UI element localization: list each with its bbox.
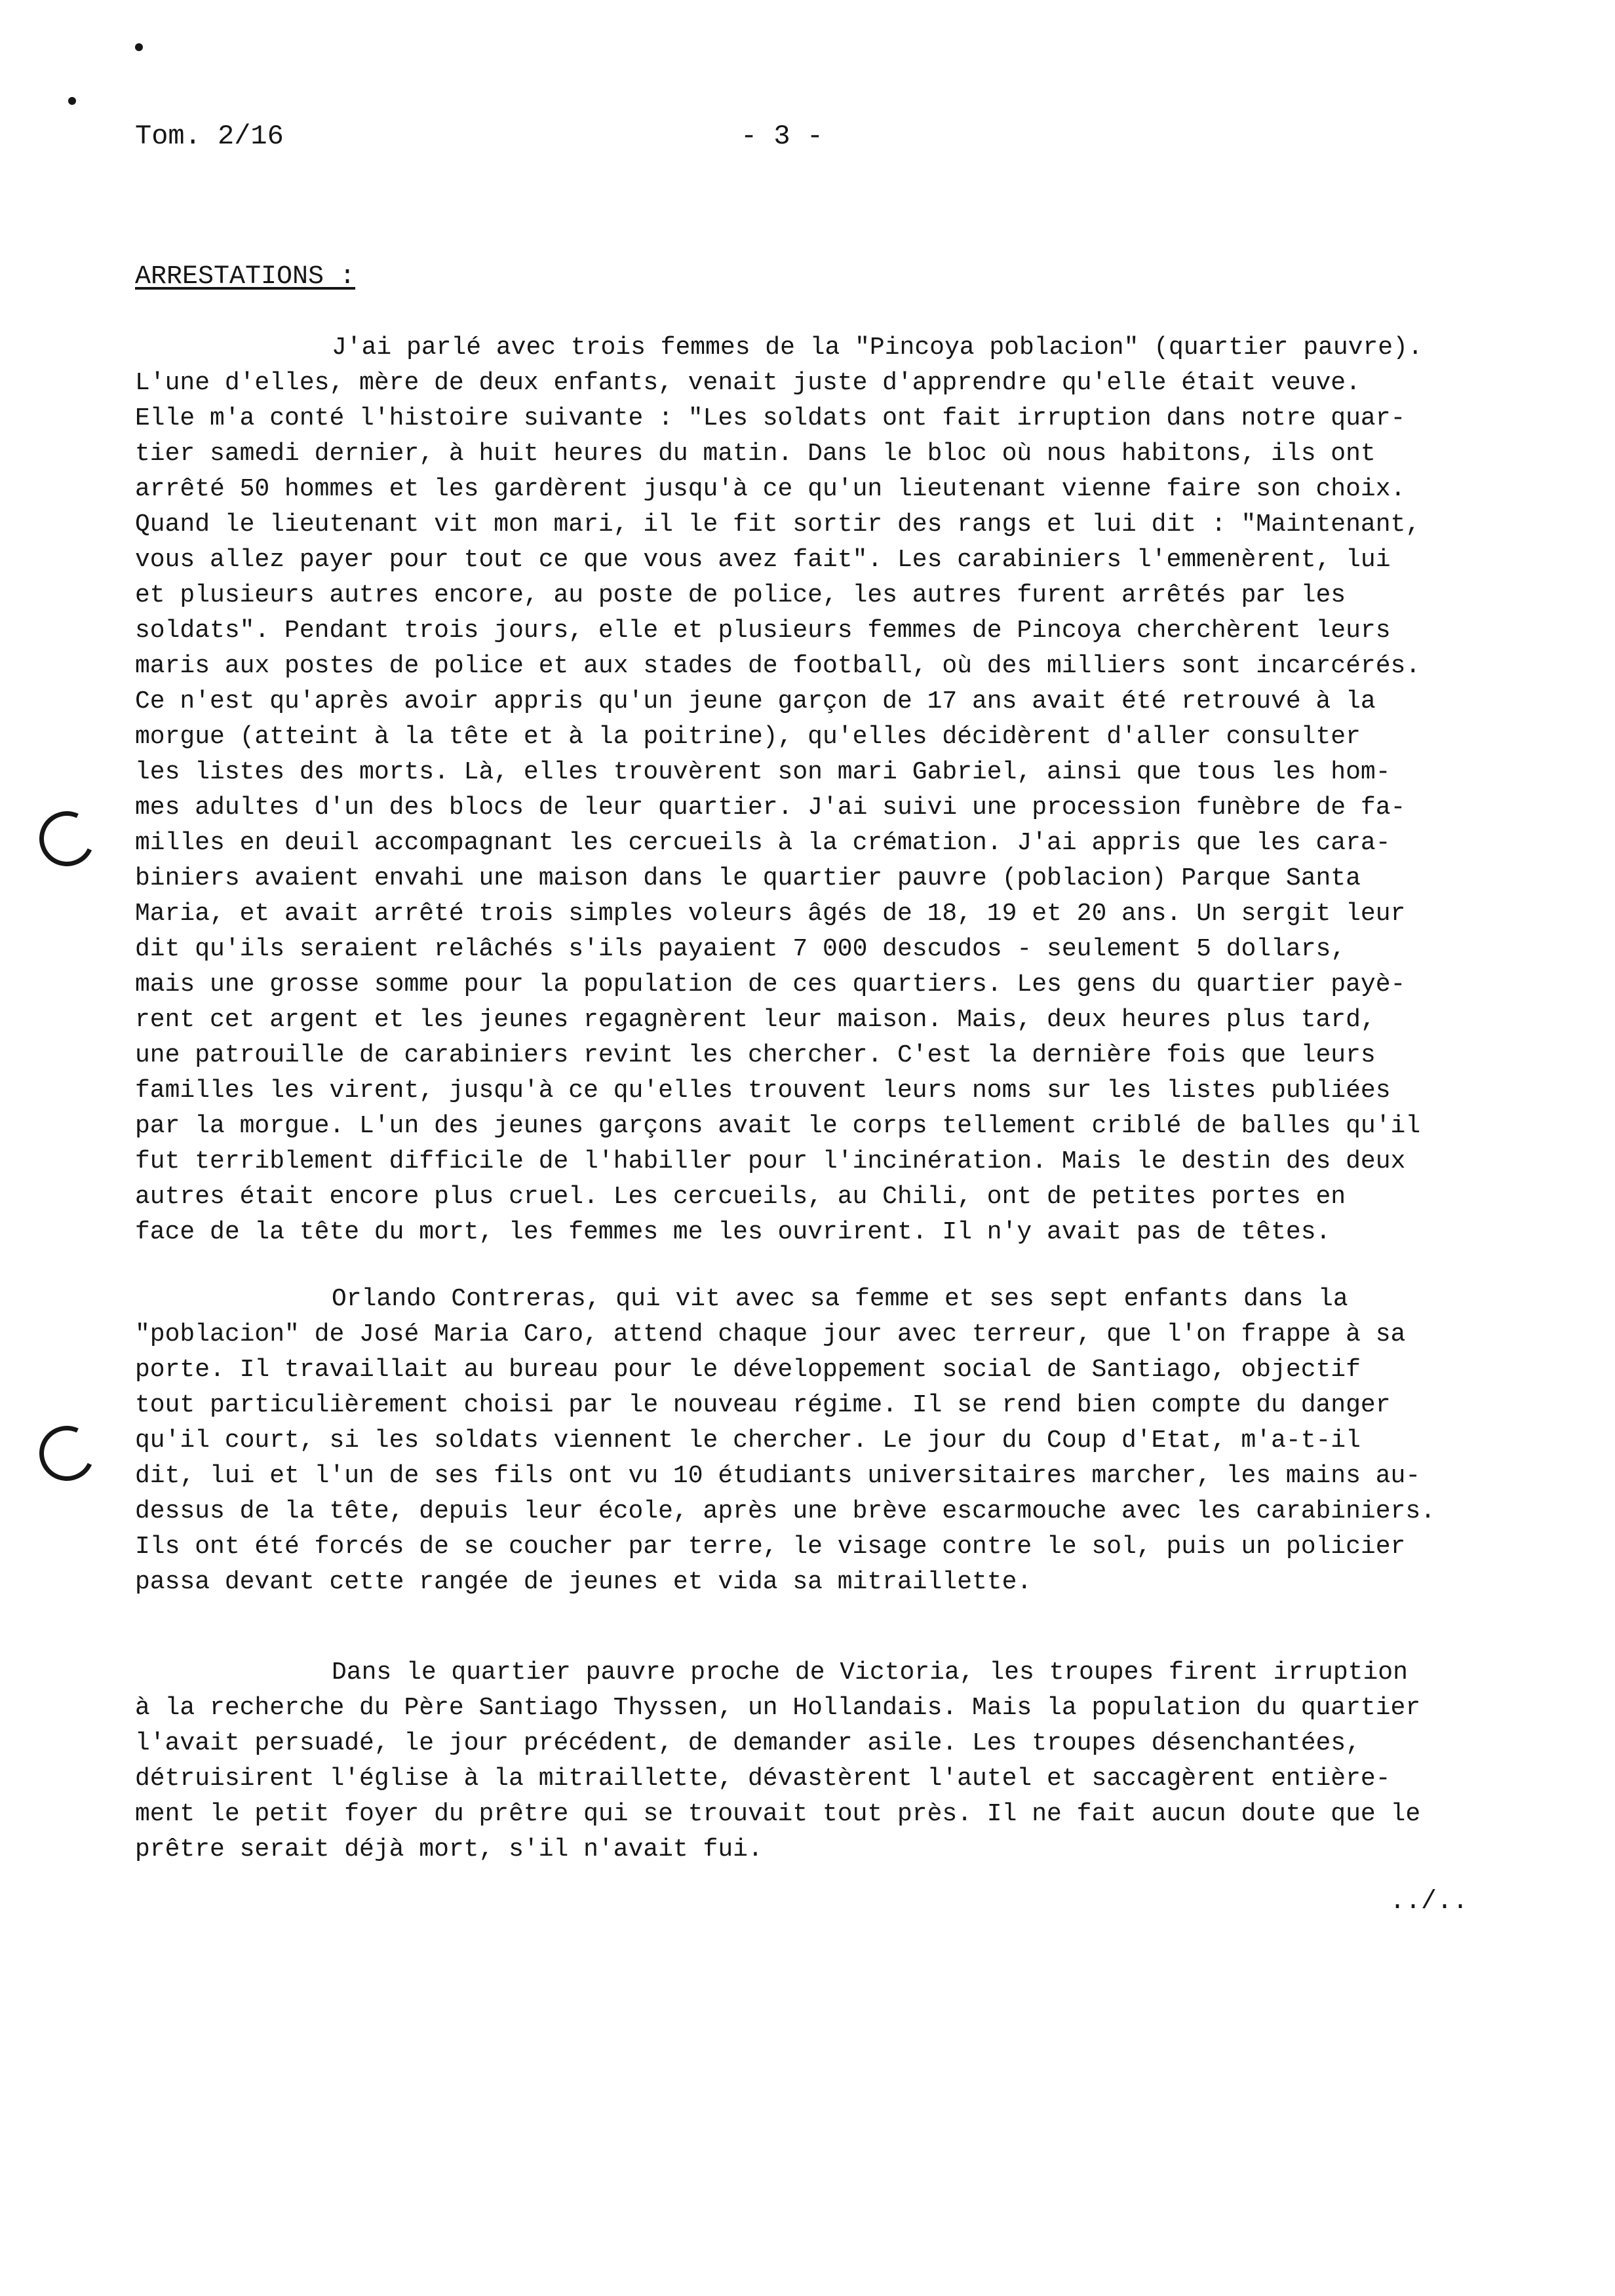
text-line [135,507,1423,543]
line-text: L'une d'elles, mère de deux enfants, venait juste d'apprendre qu'elle était veuve. [135,369,1361,397]
text-line [135,1144,1423,1179]
line-text: ment le petit foyer du prêtre qui se trouvait tout près. Il ne fait aucun doute que le [135,1800,1421,1828]
section-heading: ARRESTATIONS : [135,262,356,292]
text-line [135,1352,1435,1388]
line-text: les listes des morts. Là, elles trouvèrent son mari Gabriel, ainsi que tous les hom- [135,758,1391,786]
line-text: arrêté 50 hommes et les gardèrent jusqu'à ce qu'un lieutenant vienne faire son choix. [135,475,1406,503]
line-text: dit qu'ils seraient relâchés s'ils payaient 7 000 descudos - seulement 5 dollars, [135,935,1346,963]
text-line [135,613,1423,649]
text-line [135,967,1423,1003]
line-text: Quand le lieutenant vit mon mari, il le fit sortir des rangs et lui dit : "Maintenant, [135,510,1421,539]
text-line [135,1655,1420,1691]
text-line [135,1565,1435,1600]
line-text: Elle m'a conté l'histoire suivante : "Les soldats ont fait irruption dans notre quar- [135,404,1406,432]
line-text: prêtre serait déjà mort, s'il n'avait fui. [135,1835,763,1864]
text-line [135,649,1423,684]
punch-hole-mark [31,803,102,874]
text-line [135,1459,1435,1494]
line-text: vous allez payer pour tout ce que vous avez fait". Les carabiniers l'emmenèrent, lui [135,546,1391,574]
text-line [135,684,1423,719]
line-text: familles les virent, jusqu'à ce qu'elles trouvent leurs noms sur les listes publiées [135,1077,1391,1105]
text-line [135,1423,1435,1459]
text-line [135,1761,1420,1797]
line-text: J'ai parlé avec trois femmes de la "Pincoya poblacion" (quartier pauvre). [332,334,1423,362]
text-line [135,436,1423,472]
line-text: face de la tête du mort, les femmes me les ouvrirent. Il n'y avait pas de têtes. [135,1218,1331,1246]
line-text: par la morgue. L'un des jeunes garçons avait le corps tellement criblé de balles qu'il [135,1112,1421,1140]
paragraph-1 [135,330,1423,1250]
line-text: "poblacion" de José Maria Caro, attend chaque jour avec terreur, que l'on frappe à sa [135,1320,1406,1349]
text-line [135,1038,1423,1073]
text-line [135,932,1423,967]
line-text: milles en deuil accompagnant les cercueils à la crémation. J'ai appris que les cara- [135,829,1391,857]
continuation-mark: ../.. [1390,1887,1469,1917]
line-text: mais une grosse somme pour la population de ces quartiers. Les gens du quartier payè- [135,970,1406,999]
line-text: et plusieurs autres encore, au poste de police, les autres furent arrêtés par les [135,581,1346,609]
text-line [135,1282,1435,1317]
text-line [135,1529,1435,1565]
text-line [135,1317,1435,1352]
line-text: Ils ont été forcés de se coucher par terre, le visage contre le sol, puis un policier [135,1533,1406,1561]
text-line [135,1179,1423,1215]
line-text: rent cet argent et les jeunes regagnèrent leur maison. Mais, deux heures plus tard, [135,1006,1376,1034]
line-text: passa devant cette rangée de jeunes et vida sa mitraillette. [135,1568,1032,1596]
text-line [135,896,1423,932]
text-line [135,1215,1423,1250]
text-line [135,543,1423,578]
line-text: morgue (atteint à la tête et à la poitrine), qu'elles décidèrent d'aller consulter [135,723,1361,751]
paragraph-2 [135,1282,1435,1600]
line-text: tout particulièrement choisi par le nouveau régime. Il se rend bien compte du danger [135,1391,1391,1419]
line-text: l'avait persuadé, le jour précédent, de demander asile. Les troupes désenchantées, [135,1729,1361,1757]
line-text: fut terriblement difficile de l'habiller pour l'incinération. Mais le destin des deux [135,1147,1406,1176]
line-text: Maria, et avait arrêté trois simples voleurs âgés de 18, 19 et 20 ans. Un sergit leur [135,900,1406,928]
text-line [135,719,1423,755]
text-line [135,1494,1435,1529]
ink-speck [135,43,143,51]
line-text: dessus de la tête, depuis leur école, après une brève escarmouche avec les carabiniers. [135,1497,1435,1525]
text-line [135,1073,1423,1109]
punch-hole-mark [31,1418,102,1489]
line-text: Ce n'est qu'après avoir appris qu'un jeune garçon de 17 ans avait été retrouvé à la [135,687,1376,716]
text-line [135,790,1423,826]
line-text: biniers avaient envahi une maison dans le quartier pauvre (poblacion) Parque Santa [135,864,1361,892]
text-line [135,861,1423,896]
page-number: - 3 - [741,121,824,152]
line-text: Orlando Contreras, qui vit avec sa femme et ses sept enfants dans la [332,1285,1348,1313]
text-line [135,1388,1435,1423]
text-line [135,401,1423,436]
document-reference: Tom. 2/16 [135,121,284,152]
text-line [135,1691,1420,1726]
text-line [135,1003,1423,1038]
line-text: dit, lui et l'un de ses fils ont vu 10 étudiants universitaires marcher, les mains au- [135,1462,1421,1490]
line-text: tier samedi dernier, à huit heures du matin. Dans le bloc où nous habitons, ils ont [135,440,1376,468]
line-text: porte. Il travaillait au bureau pour le développement social de Santiago, objectif [135,1356,1361,1384]
line-text: mes adultes d'un des blocs de leur quartier. J'ai suivi une procession funèbre de fa- [135,794,1406,822]
text-line [135,578,1423,613]
text-line [135,472,1423,507]
text-line [135,826,1423,861]
text-line [135,1726,1420,1761]
line-text: maris aux postes de police et aux stades de football, où des milliers sont incarcérés. [135,652,1421,680]
line-text: soldats". Pendant trois jours, elle et plusieurs femmes de Pincoya cherchèrent leurs [135,617,1391,645]
paragraph-3 [135,1655,1420,1867]
text-line [135,1797,1420,1832]
text-line [135,755,1423,790]
ink-speck [68,97,76,105]
line-text: autres était encore plus cruel. Les cercueils, au Chili, ont de petites portes en [135,1183,1346,1211]
line-text: qu'il court, si les soldats viennent le chercher. Le jour du Coup d'Etat, m'a-t-il [135,1426,1361,1455]
text-line [135,1832,1420,1867]
text-line [135,330,1423,366]
text-line [135,366,1423,401]
line-text: Dans le quartier pauvre proche de Victoria, les troupes firent irruption [332,1658,1408,1687]
line-text: une patrouille de carabiniers revint les chercher. C'est la dernière fois que leurs [135,1041,1376,1069]
text-line [135,1109,1423,1144]
line-text: à la recherche du Père Santiago Thyssen, un Hollandais. Mais la population du quartier [135,1694,1421,1722]
line-text: détruisirent l'église à la mitraillette, dévastèrent l'autel et saccagèrent entière- [135,1765,1391,1793]
